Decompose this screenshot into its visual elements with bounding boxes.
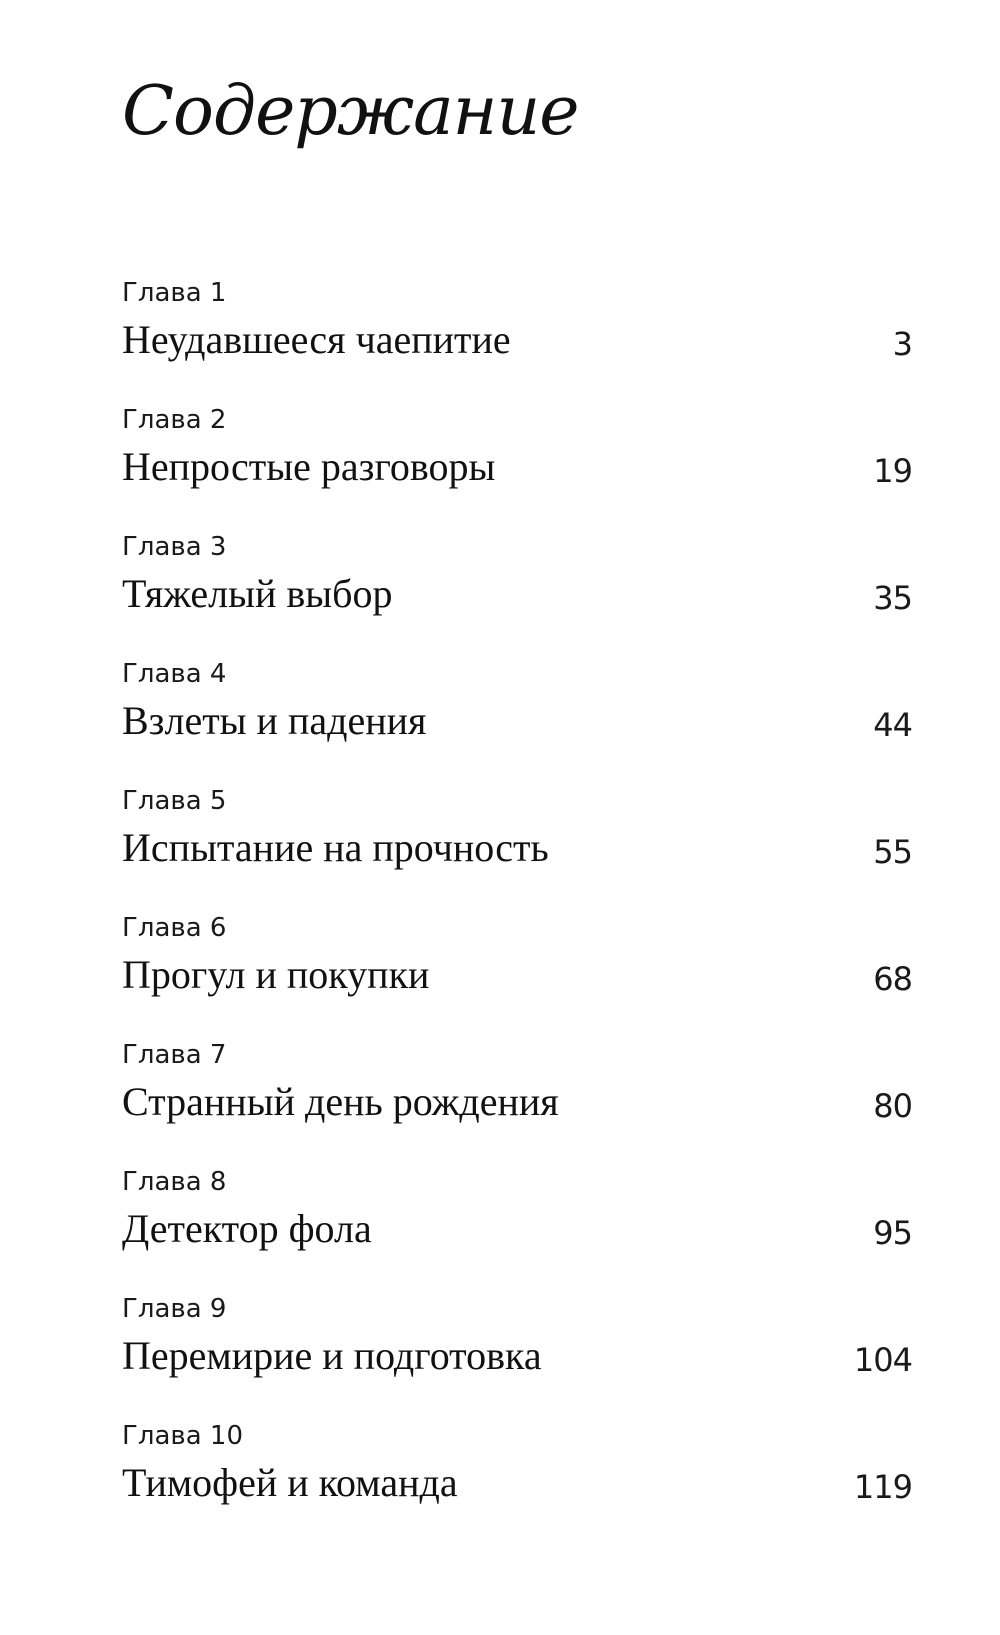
- page-number: 68: [873, 960, 912, 998]
- page-title: Содержание: [122, 72, 579, 151]
- chapter-title: Перемирие и подготовка: [122, 1333, 542, 1378]
- page-number: 44: [873, 706, 912, 744]
- page-number: 19: [873, 452, 912, 490]
- page-number: 95: [873, 1214, 912, 1252]
- chapter-title: Взлеты и падения: [122, 698, 427, 743]
- page-number: 3: [892, 325, 912, 363]
- toc-entry-1[interactable]: [122, 280, 912, 407]
- chapter-label: Глава 10: [122, 1421, 244, 1451]
- page-number: 119: [853, 1468, 912, 1506]
- chapter-title: Тяжелый выбор: [122, 571, 393, 616]
- toc-entry-8[interactable]: [122, 1169, 912, 1296]
- chapter-title: Тимофей и команда: [122, 1460, 458, 1505]
- chapter-label: Глава 4: [122, 659, 227, 689]
- page-number: 35: [873, 579, 912, 617]
- toc-entry-10[interactable]: [122, 1423, 912, 1550]
- chapter-label: Глава 6: [122, 913, 227, 943]
- chapter-label: Глава 5: [122, 786, 227, 816]
- chapter-title: Непростые разговоры: [122, 444, 496, 489]
- chapter-label: Глава 1: [122, 278, 227, 308]
- chapter-title: Неудавшееся чаепитие: [122, 317, 511, 362]
- page-number: 55: [873, 833, 912, 871]
- toc-entry-3[interactable]: [122, 534, 912, 661]
- toc-entry-9[interactable]: [122, 1296, 912, 1423]
- chapter-title: Детектор фола: [122, 1206, 372, 1251]
- chapter-label: Глава 8: [122, 1167, 227, 1197]
- toc-entry-6[interactable]: [122, 915, 912, 1042]
- chapter-label: Глава 7: [122, 1040, 227, 1070]
- chapter-title: Испытание на прочность: [122, 825, 549, 870]
- toc-entry-5[interactable]: [122, 788, 912, 915]
- toc-entry-7[interactable]: [122, 1042, 912, 1169]
- chapter-label: Глава 3: [122, 532, 227, 562]
- chapter-title: Странный день рождения: [122, 1079, 559, 1124]
- chapter-title: Прогул и покупки: [122, 952, 430, 997]
- table-of-contents: [122, 280, 912, 1550]
- chapter-label: Глава 2: [122, 405, 227, 435]
- chapter-label: Глава 9: [122, 1294, 227, 1324]
- page-number: 104: [853, 1341, 912, 1379]
- toc-entry-4[interactable]: [122, 661, 912, 788]
- toc-entry-2[interactable]: [122, 407, 912, 534]
- page-number: 80: [873, 1087, 912, 1125]
